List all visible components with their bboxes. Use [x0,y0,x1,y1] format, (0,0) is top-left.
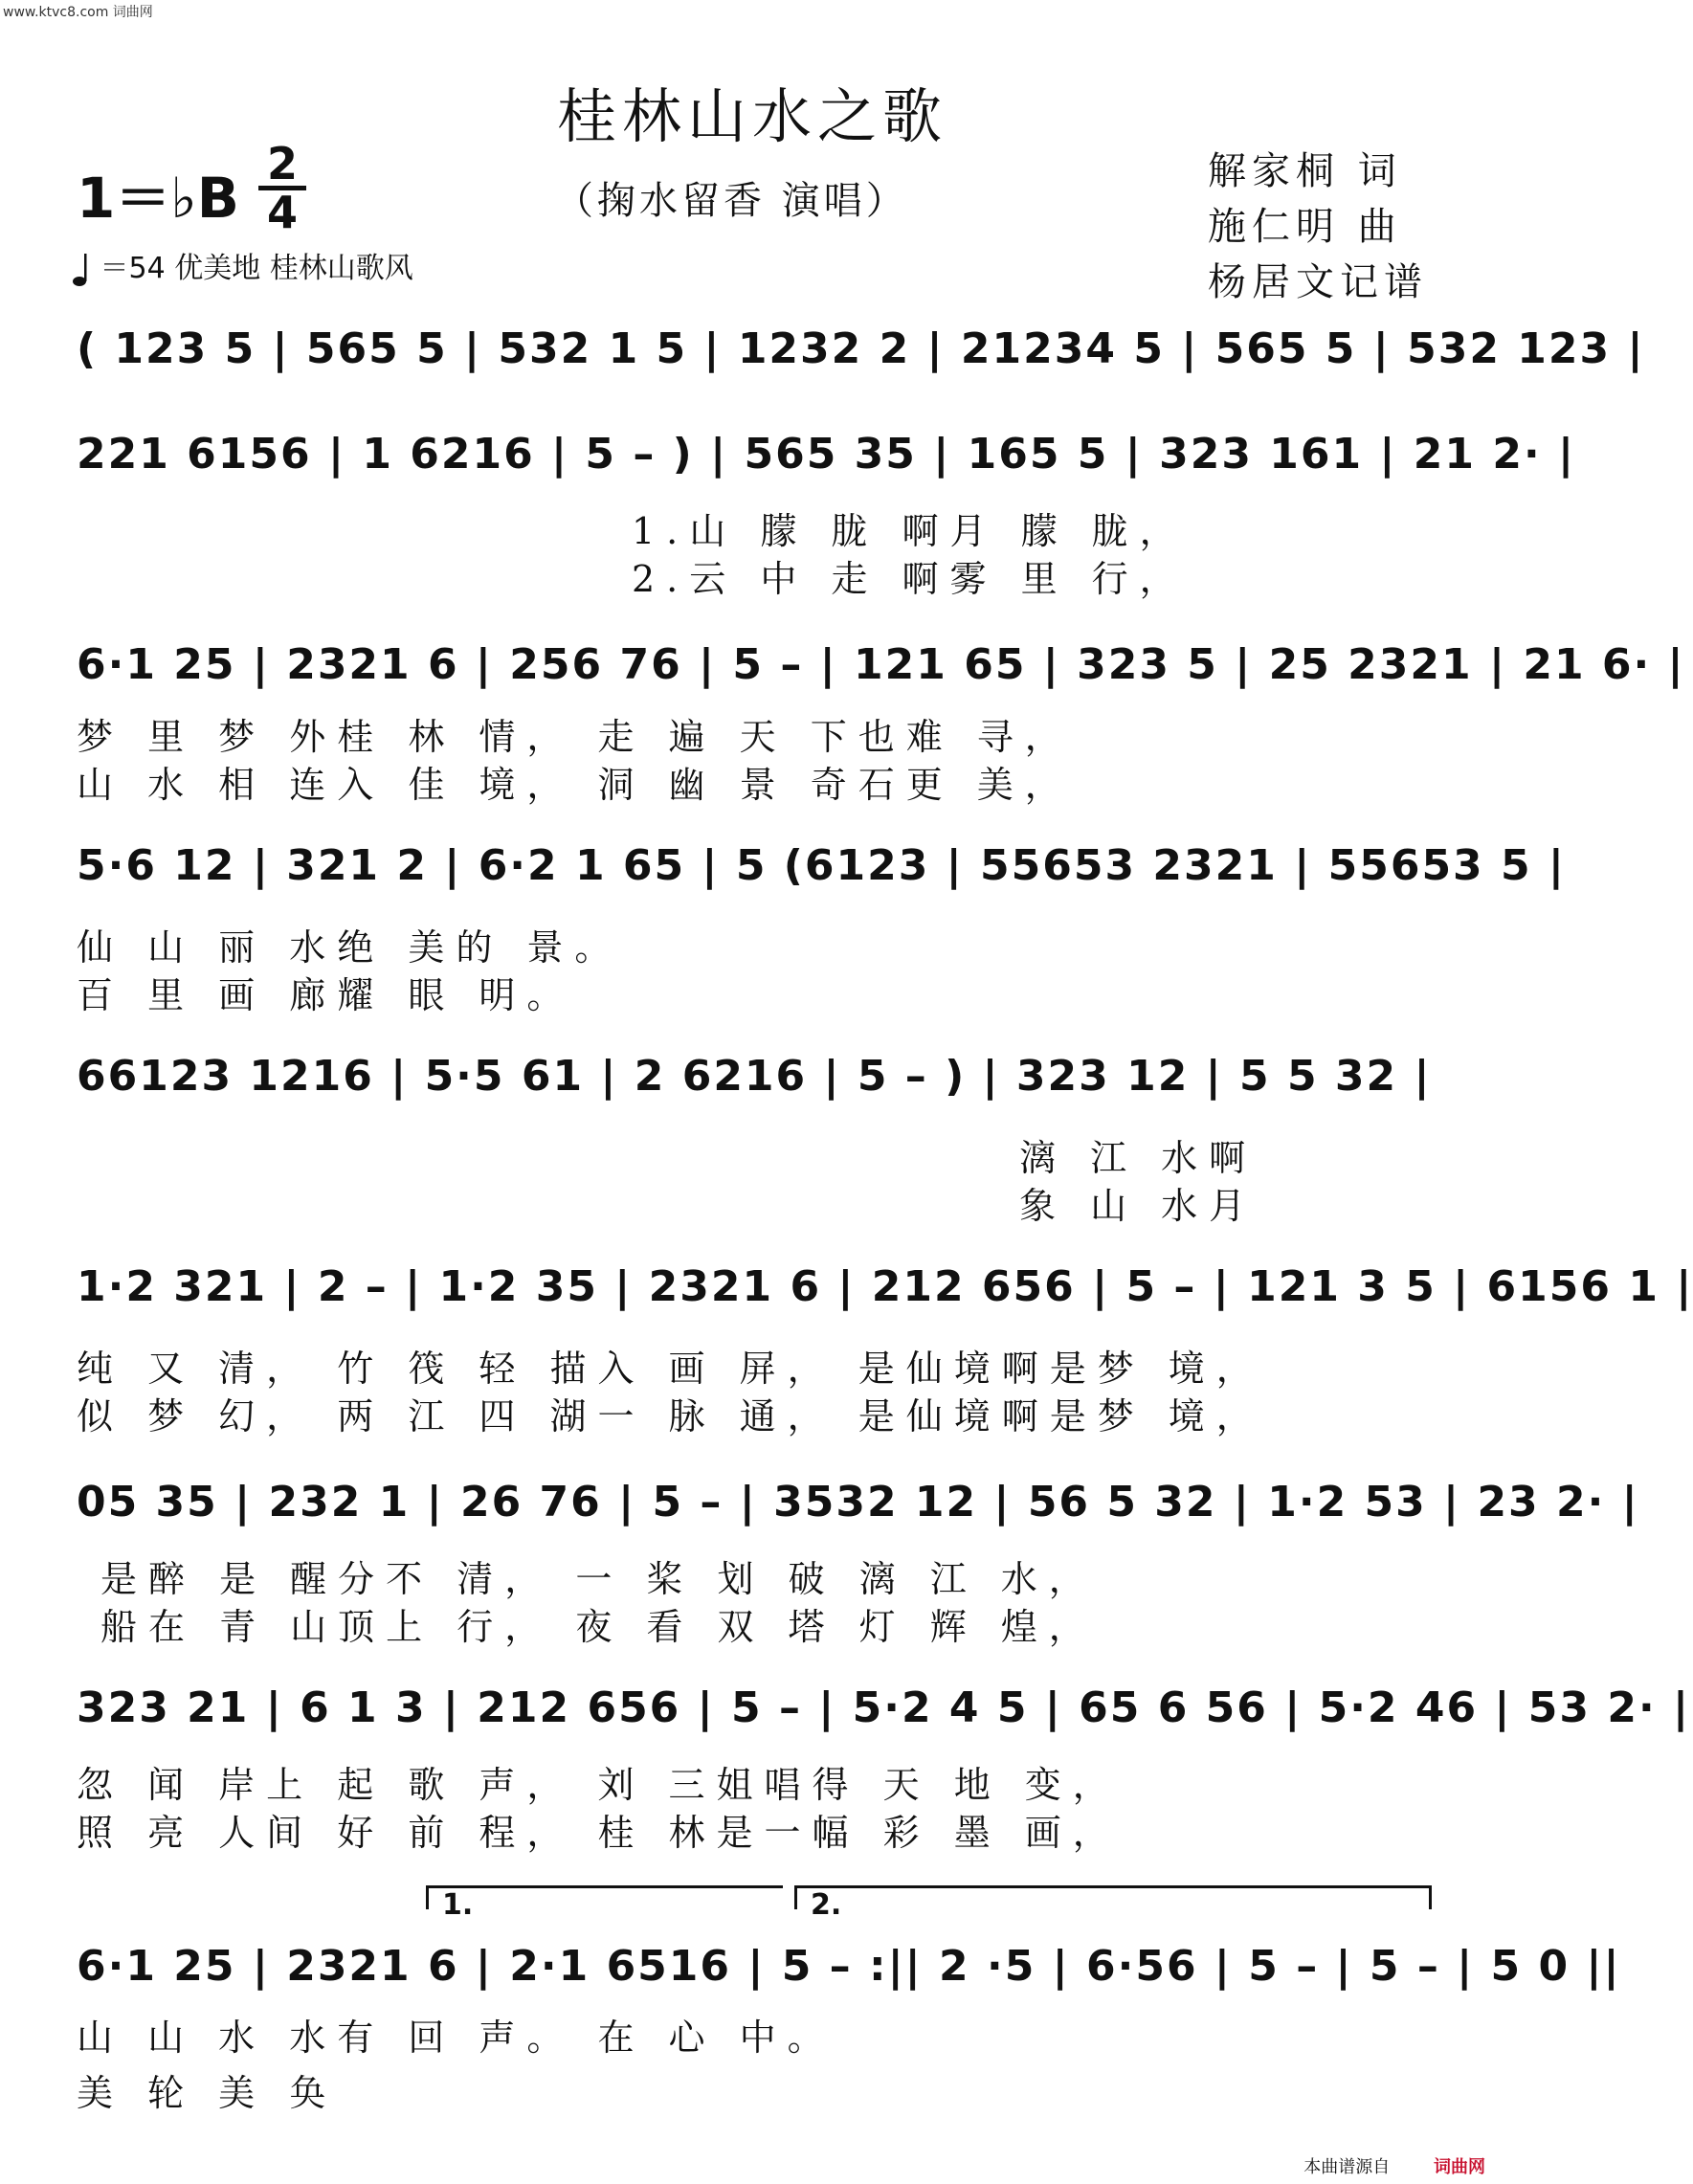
lyric-block [77,2010,835,2121]
credits [1208,144,1428,310]
lyric-block [77,713,1073,809]
volta-label-2: 2. [811,1888,842,1922]
lyric-block [77,1345,1264,1440]
song-title: 桂林山水之歌 [556,81,947,151]
notation-row: 66123 1216 | 5·5 61 | 2 6216 | 5 – ) | 323 12 | 5 5 32 | [77,1052,1432,1101]
lyric-verse-2: 美 轮 美 奂 [77,2072,338,2114]
footer-brand[interactable]: 词曲网 [1434,2157,1485,2177]
lyric-verse-1: 梦 里 梦 外桂 林 情， 走 遍 天 下也难 寻， [77,716,1073,758]
notation-row: 6·1 25 | 2321 6 | 256 76 | 5 – | 121 65 | 323 5 | 25 2321 | 21 6· | [77,640,1685,689]
notation-row: ( 123 5 | 565 5 | 532 1 5 | 1232 2 | 21234 5 | 565 5 | 532 123 | [77,324,1645,373]
lyric-verse-2: 百 里 画 廊耀 眼 明。 [77,974,575,1016]
lyric-verse-1: 漓 江 水啊 [1019,1137,1258,1179]
lyric-verse-1: 山 山 水 水有 回 声。 在 心 中。 [77,2017,835,2059]
lyric-verse-1: 纯 又 清， 竹 筏 轻 描入 画 屏， 是仙境啊是梦 境， [77,1348,1264,1390]
lyric-block [632,507,1188,603]
lyric-verse-2: 2.云 中 走 啊雾 里 行， [632,558,1188,600]
lyric-block [1019,1134,1257,1230]
lyric-verse-2: 照 亮 人间 好 前 程， 桂 林是一幅 彩 墨 画， [77,1812,1121,1854]
volta-label-1: 1. [442,1888,474,1922]
notation-row: 6·1 25 | 2321 6 | 2·1 6516 | 5 – :|| 2 ·5 | 6·56 | 5 – | 5 – | 5 0 || [77,1942,1621,1991]
lyric-verse-1: 1.山 朦 胧 啊月 朦 胧， [632,510,1188,552]
notation-row: 1·2 321 | 2 – | 1·2 35 | 2321 6 | 212 656 | 5 – | 121 3 5 | 6156 1 | [77,1262,1693,1311]
lyric-verse-2: 似 梦 幻， 两 江 四 湖一 脉 通， 是仙境啊是梦 境， [77,1395,1264,1437]
notation-row: 323 21 | 6 1 3 | 212 656 | 5 – | 5·2 4 5 | 65 6 56 | 5·2 46 | 53 2· | [77,1683,1691,1732]
lyricist-credit: 解家桐 词 [1208,149,1402,193]
tempo-marking [72,244,413,288]
volta-bracket-2 [794,1885,1432,1922]
lyric-verse-1: 忽 闻 岸上 起 歌 声， 刘 三姐唱得 天 地 变， [77,1764,1121,1806]
lyric-verse-2: 山 水 相 连入 佳 境， 洞 幽 景 奇石更 美， [77,764,1073,806]
lyric-block [77,1761,1121,1857]
lyric-block [100,1555,1097,1651]
time-sig-top: 2 [266,138,298,189]
transcriber-credit: 杨居文记谱 [1208,260,1428,304]
lyric-block [77,924,622,1019]
lyric-verse-1: 是醉 是 醒分不 清， 一 桨 划 破 漓 江 水， [100,1558,1097,1600]
lyric-verse-2: 船在 青 山顶上 行， 夜 看 双 塔 灯 辉 煌， [100,1606,1097,1648]
notation-row: 5·6 12 | 321 2 | 6·2 1 65 | 5 (6123 | 55653 2321 | 55653 5 | [77,841,1566,890]
volta-bracket-1 [426,1885,783,1922]
tempo-text: ＝54 优美地 桂林山歌风 [100,252,413,285]
source-url: www.ktvc8.com 词曲网 [3,5,153,20]
quarter-note-icon [72,252,91,288]
notation-row: 05 35 | 232 1 | 26 76 | 5 – | 3532 12 | 56 5 32 | 1·2 53 | 23 2· | [77,1478,1639,1527]
notation-row: 221 6156 | 1 6216 | 5 – ) | 565 35 | 165 5 | 323 161 | 21 2· | [77,430,1576,479]
composer-credit: 施仁明 曲 [1208,205,1402,249]
key-signature: 1＝♭B [77,166,239,231]
time-sig-bottom: 4 [266,187,298,238]
footer [1303,2153,1485,2178]
lyric-verse-2: 象 山 水月 [1019,1185,1258,1227]
performer-credit: （掬水留香 演唱） [555,179,908,223]
lyric-verse-1: 仙 山 丽 水绝 美的 景。 [77,926,623,969]
footer-note: 本曲谱源自 [1303,2157,1391,2177]
time-signature [258,138,306,238]
